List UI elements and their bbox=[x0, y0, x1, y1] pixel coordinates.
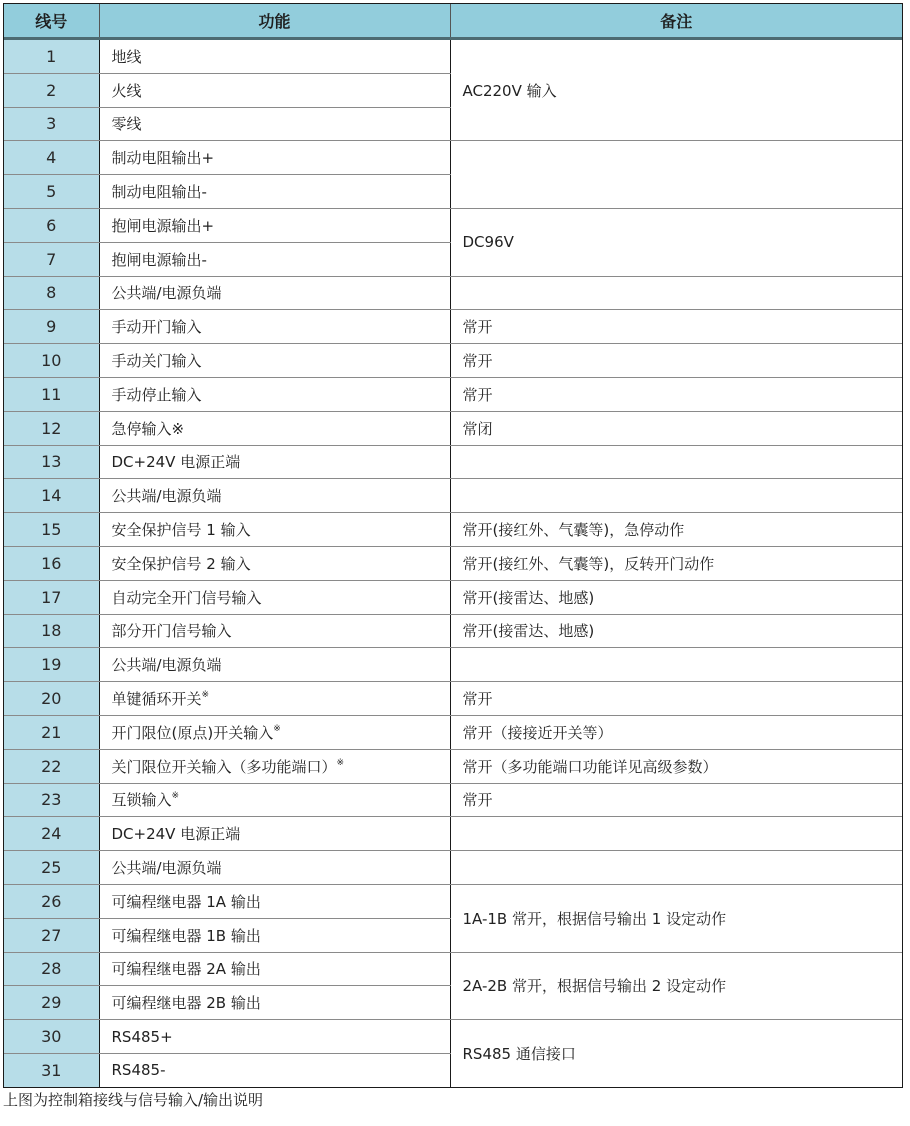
wire-number-cell: 26 bbox=[4, 884, 99, 918]
wiring-table-frame bbox=[3, 3, 903, 1088]
function-cell bbox=[99, 918, 450, 952]
function-text: 火线 bbox=[111, 81, 142, 100]
table-row bbox=[4, 344, 902, 378]
function-cell bbox=[99, 715, 450, 749]
table-row bbox=[4, 817, 902, 851]
table-row bbox=[4, 377, 902, 411]
function-cell bbox=[99, 479, 450, 513]
function-text: 手动开门输入 bbox=[111, 318, 202, 337]
function-text: 急停输入※ bbox=[111, 419, 185, 438]
remark-cell bbox=[450, 479, 902, 513]
function-cell bbox=[99, 783, 450, 817]
function-text: 可编程继电器 2B 输出 bbox=[111, 994, 261, 1013]
remark-cell: 常开 bbox=[450, 682, 902, 716]
wire-number-cell: 2 bbox=[4, 73, 99, 107]
wiring-table bbox=[4, 4, 902, 1087]
function-text: 可编程继电器 2A 输出 bbox=[111, 960, 261, 979]
remark-cell: 常开 bbox=[450, 783, 902, 817]
function-cell bbox=[99, 614, 450, 648]
function-cell bbox=[99, 344, 450, 378]
function-cell bbox=[99, 1053, 450, 1086]
reference-mark-icon: ※ bbox=[201, 690, 210, 701]
remark-cell bbox=[450, 276, 902, 310]
function-cell bbox=[99, 39, 450, 74]
wire-number-cell: 13 bbox=[4, 445, 99, 479]
table-caption: 上图为控制箱接线与信号输入/输出说明 bbox=[3, 1091, 264, 1109]
table-header-row bbox=[4, 4, 902, 39]
wire-number-cell: 28 bbox=[4, 952, 99, 986]
remark-cell bbox=[450, 445, 902, 479]
remark-cell: 常开（多功能端口功能详见高级参数） bbox=[450, 749, 902, 783]
function-text: 单键循环开关 bbox=[111, 690, 202, 709]
function-cell bbox=[99, 749, 450, 783]
function-text: RS485+ bbox=[111, 1027, 173, 1046]
wire-number-cell: 20 bbox=[4, 682, 99, 716]
function-cell bbox=[99, 817, 450, 851]
remark-cell: 常开 bbox=[450, 344, 902, 378]
table-row bbox=[4, 546, 902, 580]
table-row bbox=[4, 310, 902, 344]
remark-cell bbox=[450, 817, 902, 851]
table-row bbox=[4, 952, 902, 986]
reference-mark-icon: ※ bbox=[273, 723, 281, 734]
function-text: 制动电阻输出+ bbox=[111, 149, 215, 168]
function-cell bbox=[99, 73, 450, 107]
function-cell bbox=[99, 851, 450, 885]
function-text: 公共端/电源负端 bbox=[111, 656, 222, 675]
wire-number-cell: 11 bbox=[4, 377, 99, 411]
remark-cell: 常开 bbox=[450, 310, 902, 344]
function-cell bbox=[99, 175, 450, 209]
wire-number-cell: 12 bbox=[4, 411, 99, 445]
table-row bbox=[4, 682, 902, 716]
wire-number-cell: 21 bbox=[4, 715, 99, 749]
table-row bbox=[4, 208, 902, 242]
remark-cell: 常开(接雷达、地感) bbox=[450, 614, 902, 648]
function-cell bbox=[99, 1020, 450, 1054]
header-wire-number: 线号 bbox=[4, 4, 99, 39]
function-text: 手动停止输入 bbox=[111, 385, 202, 404]
function-cell bbox=[99, 377, 450, 411]
wire-number-cell: 5 bbox=[4, 175, 99, 209]
function-text: DC+24V 电源正端 bbox=[111, 825, 241, 844]
wire-number-cell: 1 bbox=[4, 39, 99, 74]
table-row bbox=[4, 648, 902, 682]
function-cell bbox=[99, 986, 450, 1020]
wire-number-cell: 25 bbox=[4, 851, 99, 885]
function-cell bbox=[99, 107, 450, 141]
function-text: DC+24V 电源正端 bbox=[111, 453, 241, 472]
table-row bbox=[4, 513, 902, 547]
table-row bbox=[4, 445, 902, 479]
function-text: 公共端/电源负端 bbox=[111, 487, 222, 506]
function-text: 互锁输入 bbox=[111, 791, 172, 810]
remark-cell: RS485 通信接口 bbox=[450, 1020, 902, 1087]
wire-number-cell: 17 bbox=[4, 580, 99, 614]
function-text: 安全保护信号 2 输入 bbox=[111, 554, 251, 573]
table-row bbox=[4, 749, 902, 783]
wire-number-cell: 10 bbox=[4, 344, 99, 378]
function-text: 可编程继电器 1A 输出 bbox=[111, 892, 261, 911]
remark-cell: 常开(接红外、气囊等)，急停动作 bbox=[450, 513, 902, 547]
header-function: 功能 bbox=[99, 4, 450, 39]
wire-number-cell: 15 bbox=[4, 513, 99, 547]
remark-cell: 常开 bbox=[450, 377, 902, 411]
wire-number-cell: 30 bbox=[4, 1020, 99, 1054]
header-remark: 备注 bbox=[450, 4, 902, 39]
wire-number-cell: 14 bbox=[4, 479, 99, 513]
function-text: 制动电阻输出- bbox=[111, 183, 207, 202]
function-cell bbox=[99, 580, 450, 614]
wire-number-cell: 16 bbox=[4, 546, 99, 580]
wire-number-cell: 3 bbox=[4, 107, 99, 141]
function-text: 零线 bbox=[111, 115, 142, 134]
function-cell bbox=[99, 208, 450, 242]
remark-cell: 常闭 bbox=[450, 411, 902, 445]
function-cell bbox=[99, 276, 450, 310]
reference-mark-icon: ※ bbox=[336, 757, 345, 768]
table-row bbox=[4, 276, 902, 310]
table-row bbox=[4, 783, 902, 817]
table-row bbox=[4, 1020, 902, 1054]
remark-cell bbox=[450, 648, 902, 682]
function-text: 手动关门输入 bbox=[111, 352, 202, 371]
wire-number-cell: 4 bbox=[4, 141, 99, 175]
function-text: 关门限位开关输入（多功能端口） bbox=[111, 757, 337, 776]
function-text: RS485- bbox=[111, 1061, 166, 1080]
wire-number-cell: 23 bbox=[4, 783, 99, 817]
function-text: 公共端/电源负端 bbox=[111, 859, 222, 878]
function-cell bbox=[99, 513, 450, 547]
remark-cell bbox=[450, 851, 902, 885]
wire-number-cell: 6 bbox=[4, 208, 99, 242]
remark-cell: 常开(接雷达、地感) bbox=[450, 580, 902, 614]
function-cell bbox=[99, 952, 450, 986]
remark-cell: AC220V 输入 bbox=[450, 39, 902, 141]
wire-number-cell: 19 bbox=[4, 648, 99, 682]
function-text: 公共端/电源负端 bbox=[111, 284, 222, 303]
function-cell bbox=[99, 411, 450, 445]
function-cell bbox=[99, 884, 450, 918]
function-text: 部分开门信号输入 bbox=[111, 622, 232, 641]
wire-number-cell: 24 bbox=[4, 817, 99, 851]
table-row bbox=[4, 715, 902, 749]
table-row bbox=[4, 884, 902, 918]
table-row bbox=[4, 39, 902, 74]
wire-number-cell: 7 bbox=[4, 242, 99, 276]
function-cell bbox=[99, 445, 450, 479]
function-cell bbox=[99, 682, 450, 716]
remark-cell: 2A-2B 常开，根据信号输出 2 设定动作 bbox=[450, 952, 902, 1020]
wire-number-cell: 18 bbox=[4, 614, 99, 648]
function-cell bbox=[99, 242, 450, 276]
table-row bbox=[4, 614, 902, 648]
wire-number-cell: 31 bbox=[4, 1053, 99, 1086]
table-row bbox=[4, 411, 902, 445]
wire-number-cell: 22 bbox=[4, 749, 99, 783]
function-cell bbox=[99, 310, 450, 344]
table-row bbox=[4, 141, 902, 175]
function-text: 开门限位(原点)开关输入 bbox=[111, 723, 274, 742]
function-cell bbox=[99, 546, 450, 580]
remark-cell: DC96V bbox=[450, 208, 902, 276]
wire-number-cell: 8 bbox=[4, 276, 99, 310]
function-text: 抱闸电源输出- bbox=[111, 250, 207, 269]
remark-cell: 常开（接接近开关等） bbox=[450, 715, 902, 749]
wire-number-cell: 29 bbox=[4, 986, 99, 1020]
function-text: 抱闸电源输出+ bbox=[111, 216, 215, 235]
function-text: 可编程继电器 1B 输出 bbox=[111, 926, 261, 945]
function-text: 自动完全开门信号输入 bbox=[111, 588, 262, 607]
function-cell bbox=[99, 141, 450, 175]
function-text: 安全保护信号 1 输入 bbox=[111, 521, 251, 540]
table-row bbox=[4, 479, 902, 513]
wire-number-cell: 27 bbox=[4, 918, 99, 952]
remark-cell: 常开(接红外、气囊等)，反转开门动作 bbox=[450, 546, 902, 580]
table-row bbox=[4, 851, 902, 885]
wire-number-cell: 9 bbox=[4, 310, 99, 344]
table-row bbox=[4, 580, 902, 614]
remark-cell: 1A-1B 常开，根据信号输出 1 设定动作 bbox=[450, 884, 902, 952]
remark-cell bbox=[450, 141, 902, 209]
reference-mark-icon: ※ bbox=[171, 791, 180, 802]
function-text: 地线 bbox=[111, 47, 142, 66]
function-cell bbox=[99, 648, 450, 682]
table-body bbox=[4, 39, 902, 1087]
